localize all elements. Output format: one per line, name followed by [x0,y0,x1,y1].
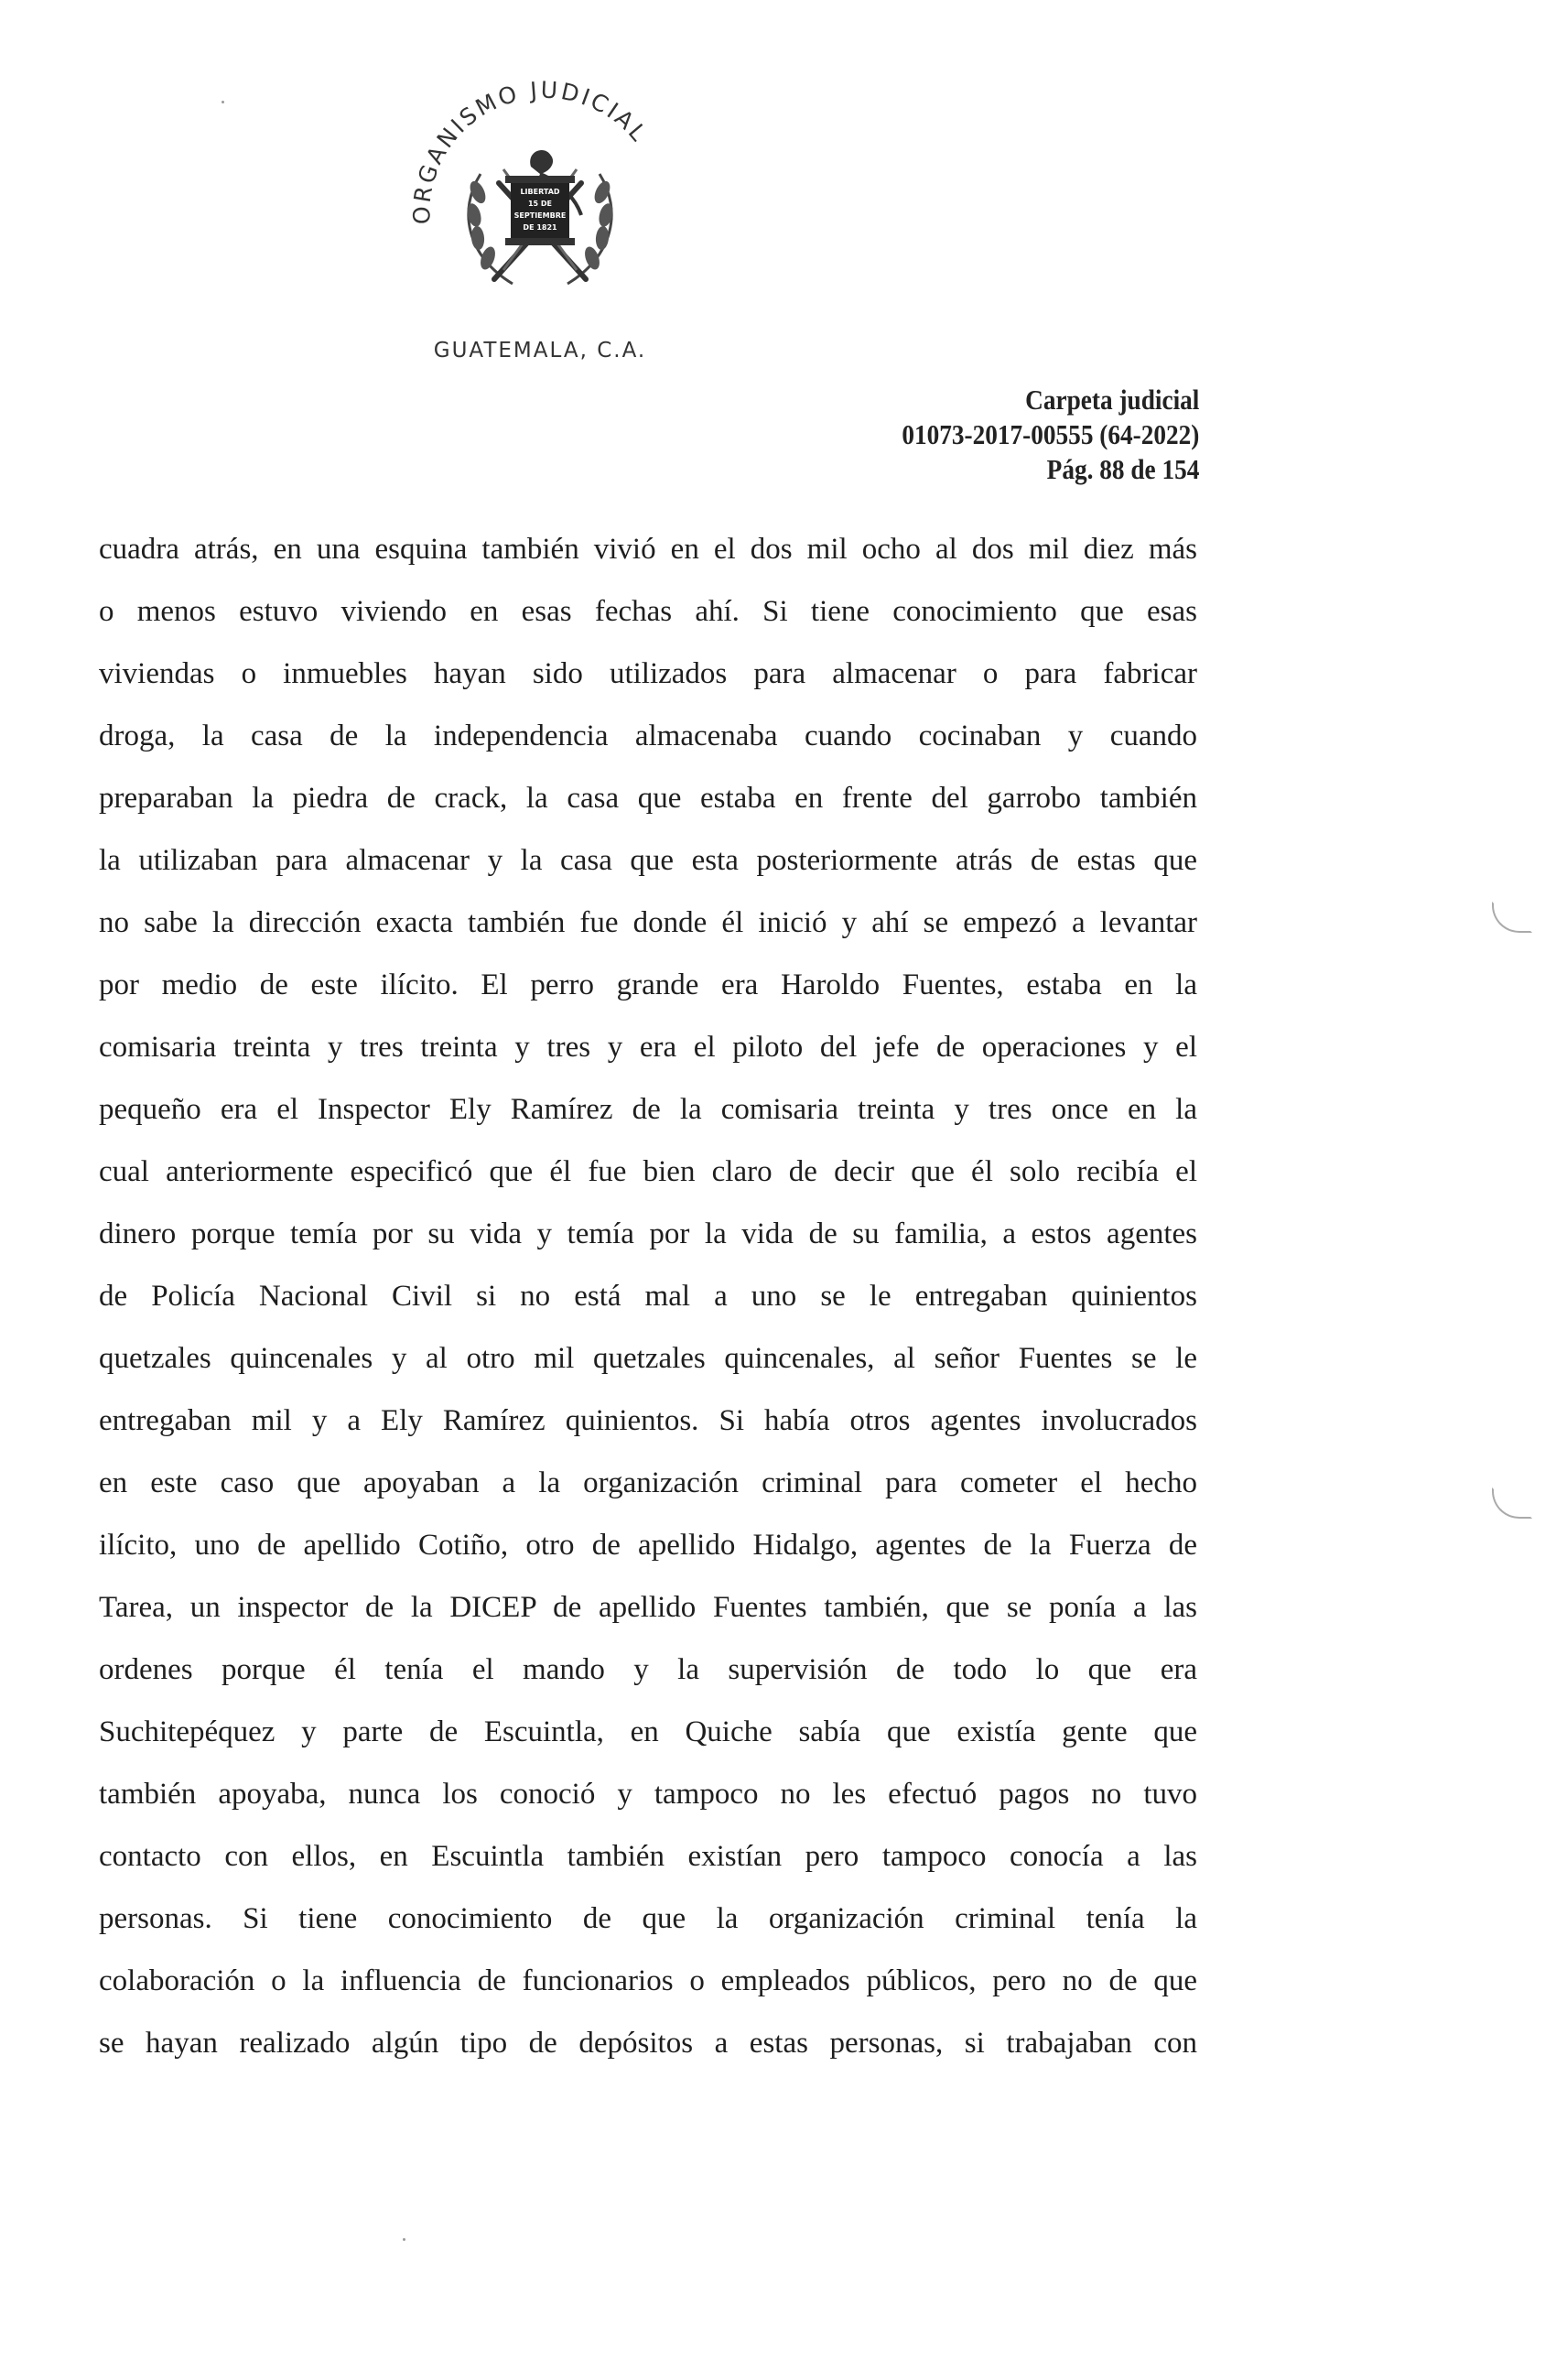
body-line: también apoyaba, nunca los conoció y tampoco no les efectuó pagos no tuvo [99,1778,1197,1811]
seal-arc-text: ORGANISMO JUDICIAL [408,76,654,225]
organismo-judicial-seal [394,64,686,366]
body-line: Suchitepéquez y parte de Escuintla, en Quiche sabía que existía gente que [99,1715,1197,1748]
scroll-line-3: SEPTIEMBRE [513,211,567,220]
scan-mark [1492,902,1532,933]
body-line: droga, la casa de la independencia almacenaba cuando cocinaban y cuando [99,719,1197,752]
scroll-line-4: DE 1821 [523,223,557,232]
scan-dot [222,101,224,103]
body-line: contacto con ellos, en Escuintla también existían pero tampoco conocía a las [99,1840,1197,1873]
body-line: entregaban mil y a Ely Ramírez quinientos. Si había otros agentes involucrados [99,1404,1197,1437]
body-line: dinero porque temía por su vida y temía por la vida de su familia, a estos agentes [99,1217,1197,1250]
body-line: ilícito, uno de apellido Cotiño, otro de apellido Hidalgo, agentes de la Fuerza de [99,1529,1197,1562]
scroll-line-1: LIBERTAD [520,188,560,196]
case-label: Carpeta judicial [1024,384,1199,416]
body-line: pequeño era el Inspector Ely Ramírez de la comisaria treinta y tres once en la [99,1093,1197,1126]
page-number: Pág. 88 de 154 [1046,453,1199,485]
body-line: la utilizaban para almacenar y la casa que esta posteriormente atrás de estas que [99,844,1197,877]
body-line: cuadra atrás, en una esquina también vivió en el dos mil ocho al dos mil diez más [99,533,1197,566]
body-line: colaboración o la influencia de funcionarios o empleados públicos, pero no de que [99,1964,1197,1997]
case-number: 01073-2017-00555 (64-2022) [901,418,1199,450]
body-line: cual anteriormente especificó que él fue bien claro de decir que él solo recibía el [99,1155,1197,1188]
body-line: comisaria treinta y tres treinta y tres y era el piloto del jefe de operaciones y el [99,1031,1197,1064]
scan-mark [1492,1488,1532,1519]
body-line: personas. Si tiene conocimiento de que la organización criminal tenía la [99,1902,1197,1935]
body-line: se hayan realizado algún tipo de depósitos a estas personas, si trabajaban con [99,2027,1197,2060]
body-line: de Policía Nacional Civil si no está mal a uno se le entregaban quinientos [99,1280,1197,1313]
body-line: por medio de este ilícito. El perro grande era Haroldo Fuentes, estaba en la [99,968,1197,1001]
body-line: Tarea, un inspector de la DICEP de apellido Fuentes también, que se ponía a las [99,1591,1197,1624]
coat-of-arms-icon [394,64,686,339]
body-line: o menos estuvo viviendo en esas fechas ahí. Si tiene conocimiento que esas [99,595,1197,628]
body-line: preparaban la piedra de crack, la casa que estaba en frente del garrobo también [99,782,1197,815]
scan-dot [403,2238,405,2241]
body-line: no sabe la dirección exacta también fue donde él inició y ahí se empezó a levantar [99,906,1197,939]
scroll-line-2: 15 DE [527,200,553,208]
body-line: viviendas o inmuebles hayan sido utilizados para almacenar o para fabricar [99,657,1197,690]
document-body [99,531,1197,2087]
body-line: quetzales quincenales y al otro mil quetzales quincenales, al señor Fuentes se le [99,1342,1197,1375]
case-reference [902,383,1199,487]
seal-caption: GUATEMALA, C.A. [433,339,647,362]
body-line: ordenes porque él tenía el mando y la supervisión de todo lo que era [99,1653,1197,1686]
body-line: en este caso que apoyaban a la organización criminal para cometer el hecho [99,1466,1197,1499]
